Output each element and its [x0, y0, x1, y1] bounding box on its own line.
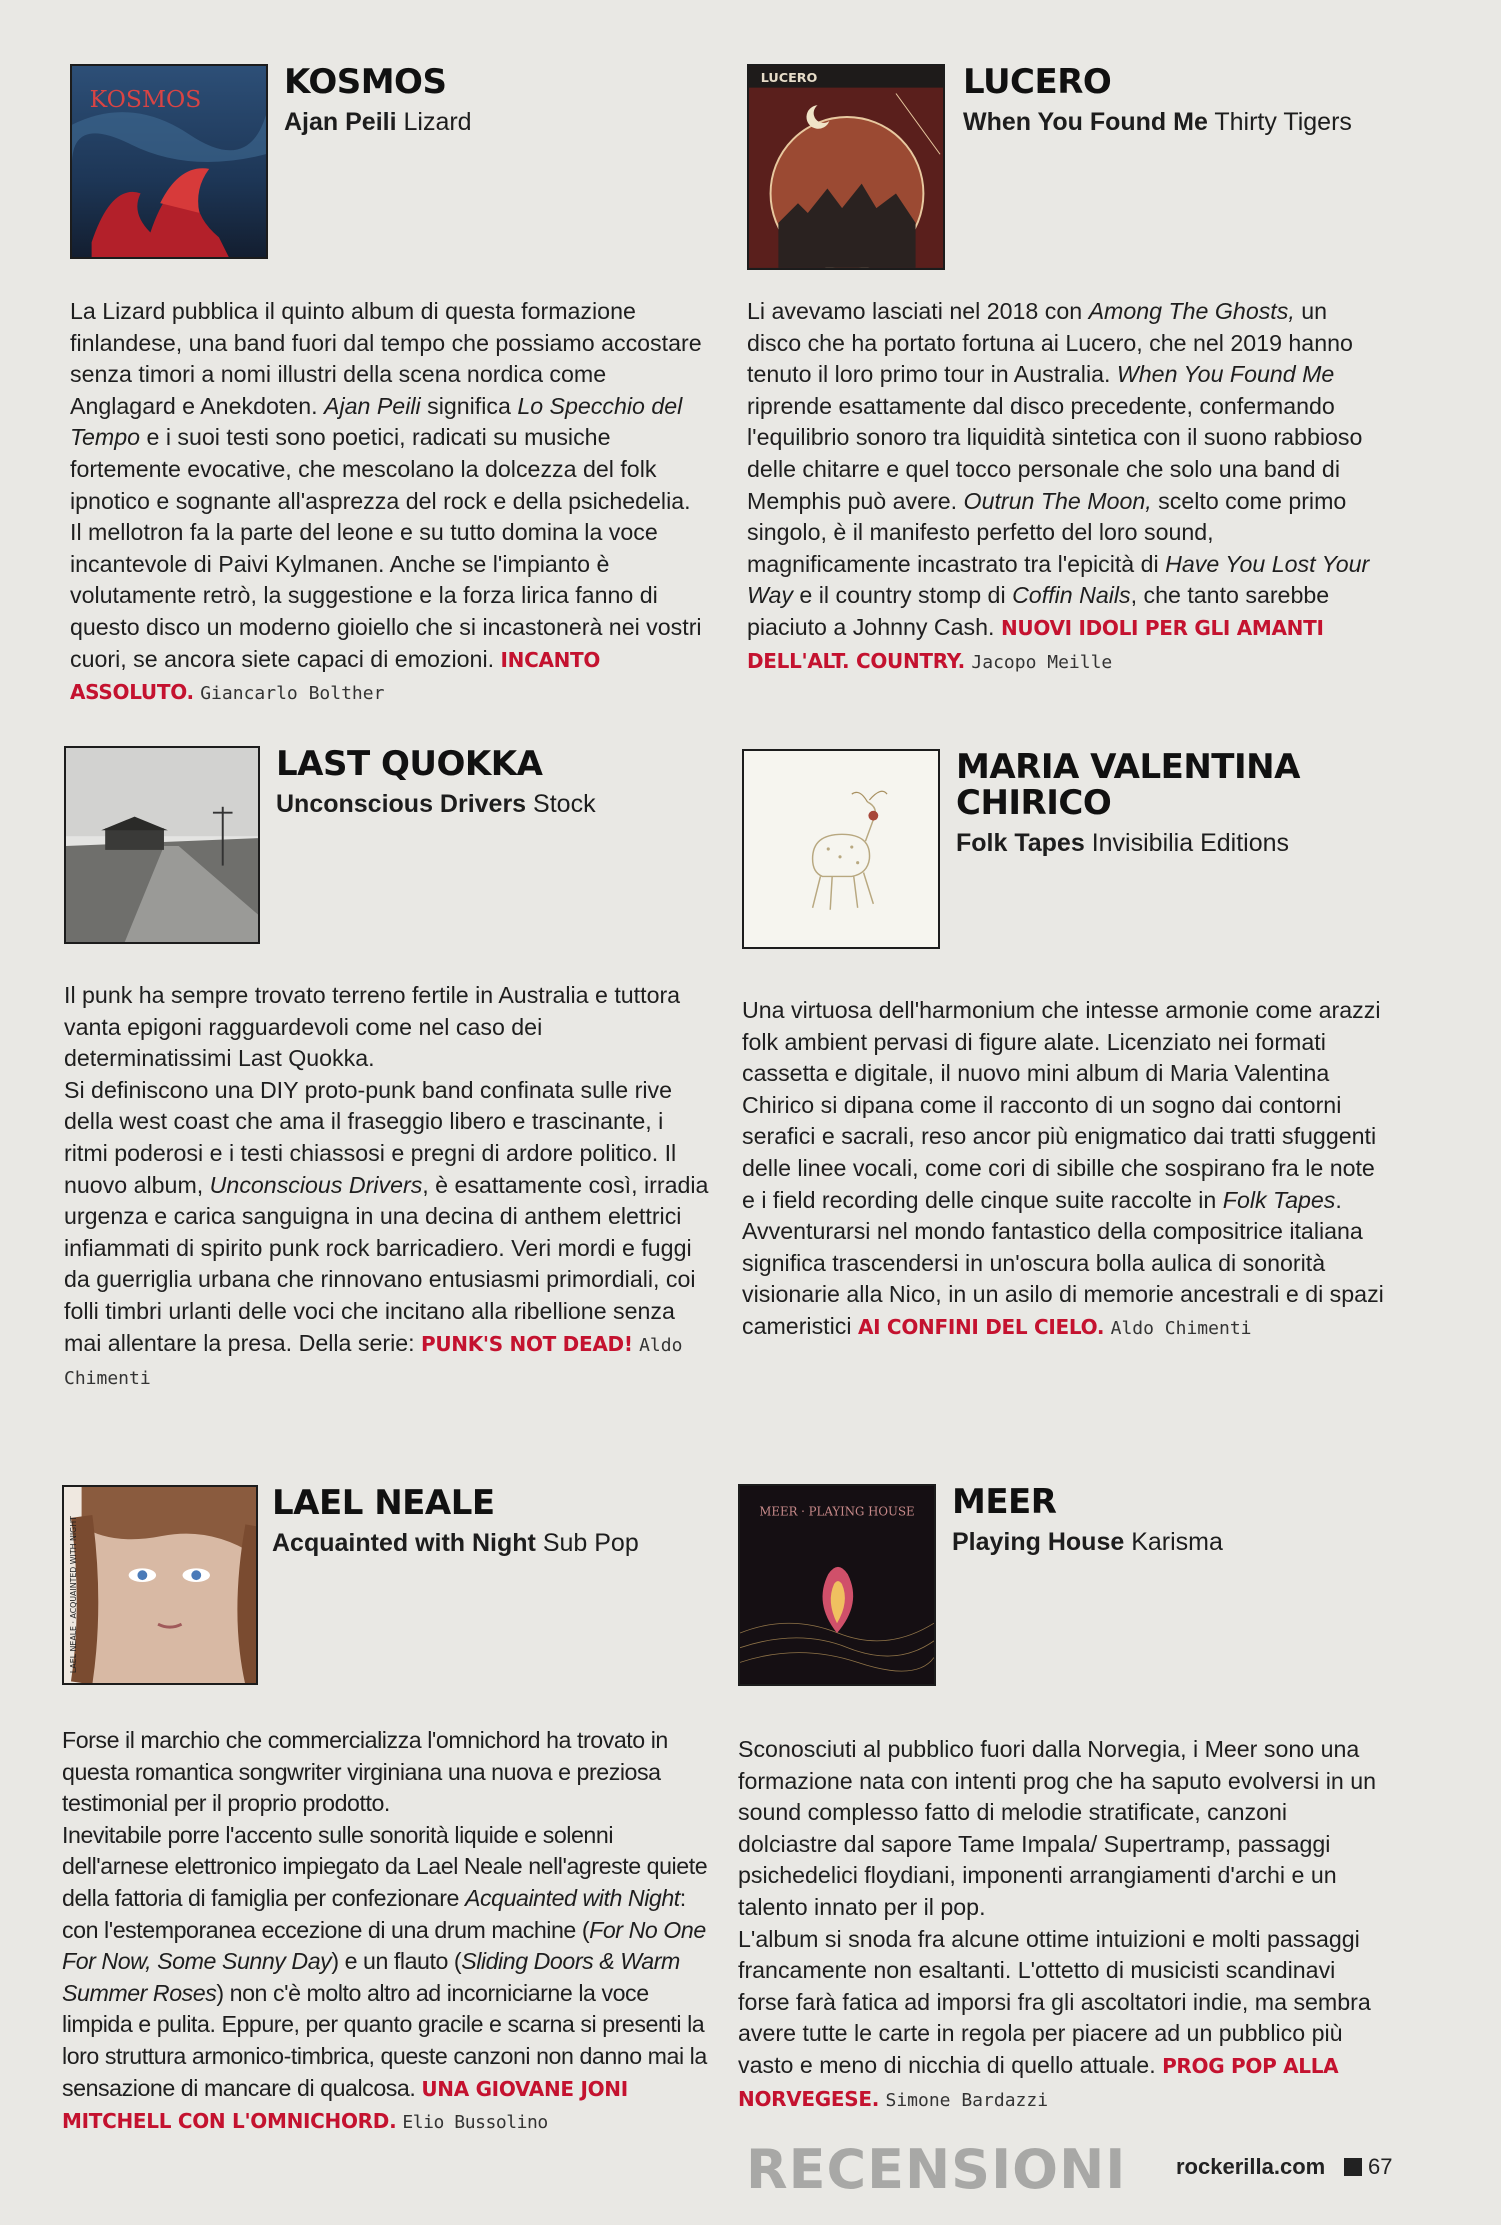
cover-art-lucero [749, 66, 943, 268]
album-cover-lucero [747, 64, 945, 270]
artist-name: MARIA VALENTINA CHIRICO [956, 747, 1300, 823]
album-title: Folk Tapes [956, 829, 1085, 857]
artist-name: LAST QUOKKA [276, 744, 543, 784]
record-label: Stock [533, 790, 596, 818]
svg-text:MEER · PLAYING HOUSE: MEER · PLAYING HOUSE [759, 1504, 915, 1519]
square-bullet-icon [1344, 2158, 1362, 2176]
section-label: RECENSIONI [746, 2138, 1127, 2201]
cover-art-last-quokka [66, 748, 258, 942]
album-line [952, 1526, 1382, 1558]
review-last-quokka [64, 746, 714, 1436]
album-title: Unconscious Drivers [276, 790, 527, 818]
artist-name: LUCERO [963, 62, 1112, 102]
cover-art-kosmos [72, 66, 266, 257]
record-label: Sub Pop [542, 1529, 639, 1557]
svg-text:LUCERO: LUCERO [760, 70, 818, 86]
album-cover-meer [738, 1484, 936, 1686]
cover-art-meer [740, 1486, 934, 1684]
album-line [963, 106, 1383, 138]
artist-name: LAEL NEALE [272, 1483, 495, 1523]
album-cover-lael-neale [62, 1485, 258, 1685]
album-cover-kosmos [70, 64, 268, 259]
cover-art-folk-tapes [744, 751, 938, 947]
artist-name: KOSMOS [284, 62, 447, 102]
page-footer [746, 2138, 1466, 2201]
review-lael-neale [62, 1485, 714, 2145]
review-meer [738, 1484, 1392, 2124]
author: Simone Bardazzi [885, 2089, 1049, 2111]
review-kosmos [70, 64, 710, 714]
author: Giancarlo Bolther [200, 683, 385, 705]
album-line [956, 827, 1386, 859]
review-maria-valentina-chirico [742, 749, 1392, 1409]
album-cover-last-quokka [64, 746, 260, 944]
review-text: Forse il marchio che commercializza l'omnichord ha trovato in questa romantica songwriter virginiana una nuova e preziosa testimonial per il proprio prodotto. Inevitabile porre l'accento sulle sonorità liquide e solenni dell'arnese elettronico impiegato da Lael Neale nell'agreste quiete della fattoria di famiglia per confezionare Acquainted with Night: con l'estemporanea eccezione di una drum machine (For No One For Now, Some Sunny Day) e un flauto (Sliding Doors & Warm Summer Roses) non c'è molto altro ad incorniciarne la voce limpida e pulita. Eppure, per quanto gracile e scarna si presenti la loro struttura armonico-timbrica, queste canzoni non danno mai la sensazione di mancare di qualcosa. UNA GIOVANE JONI MITCHELL CON L'OMNICHORD. Elio Bussolino [62, 1727, 708, 2134]
verdict: PUNK'S NOT DEAD! [421, 1331, 633, 1356]
album-line [284, 106, 704, 138]
page-number: 67 [1368, 2154, 1393, 2179]
album-title: When You Found Me [963, 108, 1208, 136]
album-line [276, 788, 706, 820]
author: Elio Bussolino [402, 2112, 548, 2134]
cover-art-lael-neale [64, 1487, 256, 1683]
verdict: NUOVI IDOLI PER GLI AMANTI DELL'ALT. COUNTRY. [747, 615, 1324, 673]
review-lucero [747, 64, 1387, 724]
album-cover-folk-tapes [742, 749, 940, 949]
record-label: Karisma [1131, 1528, 1223, 1556]
review-text: Li avevamo lasciati nel 2018 con Among The Ghosts, un disco che ha portato fortuna ai Lucero, che nel 2019 hanno tenuto il loro primo tour in Australia. When You Found Me riprende esattamente dal disco precedente, confermando l'equilibrio sonoro tra liquidità sintetica con il suono rabbioso delle chitarre e quel tocco personale che solo una band di Memphis può avere. Outrun The Moon, scelto come primo singolo, è il manifesto perfetto del loro sound, magnificamente incastrato tra l'epicità di Have You Lost Your Way e il country stomp di Coffin Nails, che tanto sarebbe piaciuto a Johnny Cash. NUOVI IDOLI PER GLI AMANTI DELL'ALT. COUNTRY. Jacopo Meille [747, 298, 1370, 673]
verdict: PROG POP ALLA NORVEGESE. [738, 2053, 1339, 2111]
verdict: UNA GIOVANE JONI MITCHELL CON L'OMNICHORD. [62, 2076, 628, 2134]
svg-text:KOSMOS: KOSMOS [89, 85, 202, 114]
review-text: La Lizard pubblica il quinto album di questa formazione finlandese, una band fuori dal tempo che possiamo accostare senza timori a nomi illustri della scena nordica come Anglagard e Anekdoten. Ajan Peili significa Lo Specchio del Tempo e i suoi testi sono poetici, radicati su musiche fortemente evocative, che mescolano la dolcezza del folk ipnotico e sognante all'asprezza del rock e della psichedelia. Il mellotron fa la parte del leone e su tutto domina la voce incantevole di Paivi Kylmanen. Anche se l'impianto è volutamente retrò, la suggestione e la forza lirica fanno di questo disco un moderno gioiello che si incastonerà nei vostri cuori, se ancora siete capaci di emozioni. INCANTO ASSOLUTO. Giancarlo Bolther [70, 298, 702, 705]
review-text: Il punk ha sempre trovato terreno fertile in Australia e tuttora vanta epigoni ragguardevoli come nel caso dei determinatissimi Last Quokka. Si definiscono una DIY proto-punk band confinata sulle rive della west coast che ama il fraseggio libero e trascinante, i ritmi poderosi e i testi chiassosi e pregni di ardore politico. Il nuovo album, Unconscious Drivers, è esattamente così, irradia urgenza e carica sanguigna in una decina di anthem elettrici infiammati di spirito punk rock barricadiero. Veri mordi e fuggi da guerriglia urbana che rinnovano entusiasmi primordiali, coi folli timbri urlanti delle voci che incitano alla ribellione senza mai allentare la presa. Della serie: PUNK'S NOT DEAD! Aldo Chimenti [64, 982, 709, 1390]
svg-text:LAEL NEALE · ACQUAINTED WITH N: LAEL NEALE · ACQUAINTED WITH NIGHT [68, 1516, 78, 1674]
artist-name: MEER [952, 1482, 1057, 1522]
record-label: Invisibilia Editions [1091, 829, 1290, 857]
author: Aldo Chimenti [1110, 1317, 1252, 1339]
record-label: Lizard [403, 108, 472, 136]
author: Aldo Chimenti [64, 1334, 683, 1390]
album-title: Playing House [952, 1528, 1125, 1556]
album-title: Ajan Peili [284, 108, 397, 136]
album-line [272, 1527, 712, 1559]
record-label: Thirty Tigers [1214, 108, 1352, 136]
verdict: INCANTO ASSOLUTO. [70, 647, 601, 705]
review-text: Una virtuosa dell'harmonium che intesse armonie come arazzi folk ambient pervasi di figure alate. Licenziato nei formati cassetta e digitale, il nuovo mini album di Maria Valentina Chirico si dipana come il racconto di un sogno dai contorni serafici e sacrali, reso ancor più enigmatico dai tratti sfuggenti delle linee vocali, come cori di sibille che sospirano fra le note e i field recording delle cinque suite raccolte in Folk Tapes. Avventurarsi nel mondo fantastico della compositrice italiana significa trascendersi in un'oscura bolla aulica di sonorità visionarie alla Nico, in un asilo di memorie ancestrali e di spazi cameristici AI CONFINI DEL CIELO. Aldo Chimenti [742, 997, 1384, 1339]
review-text: Sconosciuti al pubblico fuori dalla Norvegia, i Meer sono una formazione nata con intenti prog che ha saputo evolversi in un sound complesso fatto di melodie stratificate, canzoni dolciastre dal sapore Tame Impala/ Supertramp, passaggi psichedelici floydiani, imponenti arrangiamenti d'archi e un talento innato per il pop. L'album si snoda fra alcune ottime intuizioni e molti passaggi francamente non esaltanti. L'ottetto di musicisti scandinavi forse farà fatica ad imporsi fra gli ascoltatori indie, ma sembra avere tutte le carte in regola per piacere ad un pubblico più vasto e meno di nicchia di quello attuale. PROG POP ALLA NORVEGESE. Simone Bardazzi [738, 1736, 1377, 2111]
album-title: Acquainted with Night [272, 1529, 536, 1557]
author: Jacopo Meille [971, 651, 1113, 673]
site-url: rockerilla.com [1176, 2154, 1326, 2179]
verdict: AI CONFINI DEL CIELO. [857, 1314, 1105, 1339]
